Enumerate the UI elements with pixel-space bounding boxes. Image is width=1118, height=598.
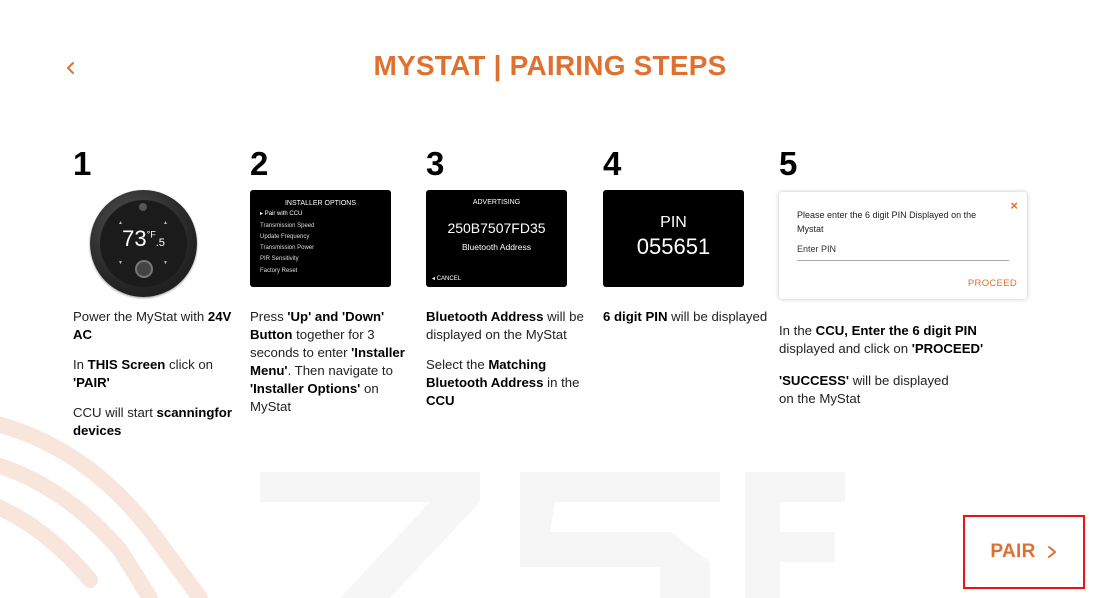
step-number: 2 bbox=[250, 145, 269, 182]
advertising-screen bbox=[426, 190, 567, 287]
step-number: 5 bbox=[779, 145, 798, 182]
step-number: 1 bbox=[73, 145, 92, 182]
close-icon[interactable]: × bbox=[1010, 198, 1018, 213]
menu-item-selected: ▸ Pair with CCU bbox=[260, 211, 303, 218]
step-description bbox=[426, 308, 591, 410]
page-title: MYSTAT | PAIRING STEPS bbox=[373, 50, 727, 81]
pin-label: PIN bbox=[660, 214, 687, 231]
screen-cancel-label: ◂ CANCEL bbox=[432, 276, 462, 282]
step-description bbox=[250, 308, 415, 416]
sensor-icon bbox=[139, 203, 147, 211]
pair-button[interactable] bbox=[963, 515, 1085, 589]
mystat-device-image: ▲ ▲ ▼ ▼ $73^{^\circ F}.5$ bbox=[90, 190, 197, 297]
pin-entry-dialog bbox=[779, 192, 1027, 299]
step-4 bbox=[603, 146, 768, 338]
step-1 bbox=[73, 146, 238, 452]
step-description bbox=[779, 322, 1009, 408]
step-line: 6 digit PIN will be displayed bbox=[603, 309, 768, 324]
step-2 bbox=[250, 146, 415, 428]
step-number: 4 bbox=[603, 145, 622, 182]
step-number: 3 bbox=[426, 145, 445, 182]
menu-item: Factory Reset bbox=[260, 267, 298, 274]
brand-watermark-75f bbox=[250, 462, 850, 598]
step-3 bbox=[426, 146, 591, 422]
device-temperature: $73^{^\circ F}.5$ bbox=[122, 226, 165, 251]
step-line: Select the Matching Bluetooth Address in the CCU bbox=[426, 357, 580, 408]
step-line: CCU will start scanningfor devices bbox=[73, 405, 232, 438]
proceed-button[interactable]: PROCEED bbox=[967, 278, 1017, 289]
dialog-message: Please enter the 6 digit PIN Displayed on the Mystat bbox=[797, 210, 977, 234]
device-button-icon bbox=[135, 260, 153, 278]
installer-options-screen bbox=[250, 190, 391, 287]
menu-item: PIR Sensitivity bbox=[260, 256, 299, 263]
chevron-right-icon bbox=[1046, 545, 1058, 559]
bluetooth-address-label: Bluetooth Address bbox=[462, 242, 531, 252]
screen-header: INSTALLER OPTIONS bbox=[284, 200, 357, 207]
step-line: 'SUCCESS' will be displayed on the MyStat bbox=[779, 373, 949, 406]
menu-item: Update Frequency bbox=[260, 233, 310, 240]
step-line: In the CCU, Enter the 6 digit PIN displayed and click on 'PROCEED' bbox=[779, 323, 984, 356]
step-line: Press 'Up' and 'Down' Button together for 3 seconds to enter 'Installer Menu'. Then navigate to 'Installer Options' on MyStat bbox=[250, 309, 405, 414]
menu-item: Transmission Power bbox=[260, 245, 315, 252]
step-description bbox=[73, 308, 238, 440]
menu-item: Transmission Speed bbox=[260, 222, 315, 229]
pin-screen bbox=[603, 190, 744, 287]
bluetooth-address: 250B7507FD35 bbox=[447, 220, 546, 236]
step-5 bbox=[779, 146, 1039, 420]
pin-value: 055651 bbox=[636, 234, 711, 259]
pin-input[interactable]: Enter PIN bbox=[797, 244, 1009, 261]
screen-header: ADVERTISING bbox=[472, 199, 521, 206]
step-description bbox=[603, 308, 768, 326]
step-line: Bluetooth Address will be displayed on the MyStat bbox=[426, 309, 584, 342]
pair-button-label: PAIR bbox=[990, 541, 1036, 562]
step-line: In THIS Screen click on 'PAIR' bbox=[73, 357, 214, 390]
step-line: Power the MyStat with 24V AC bbox=[73, 309, 232, 342]
